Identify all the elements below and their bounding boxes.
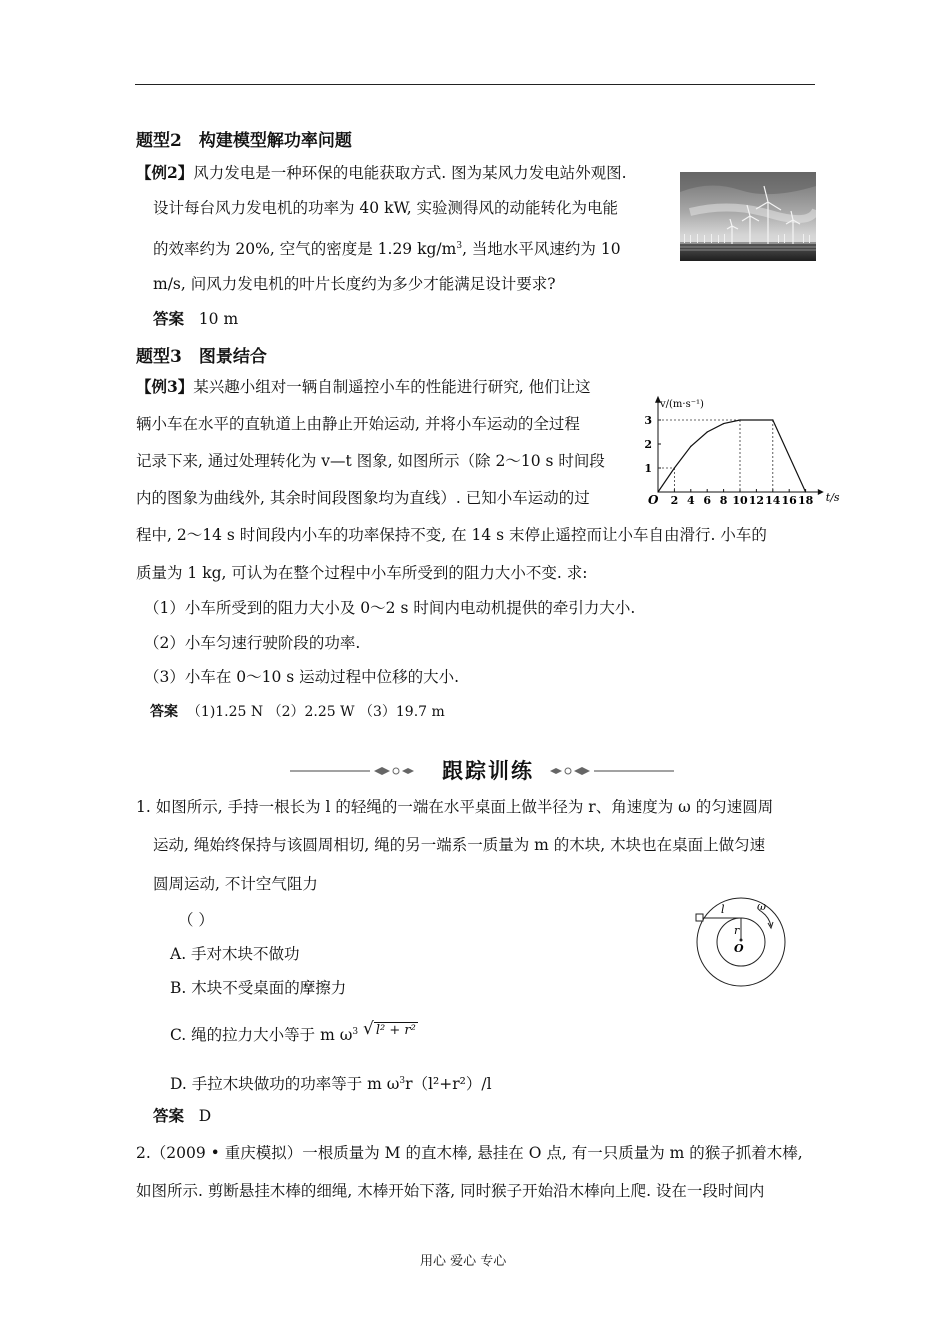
- x-tick-label: 10: [732, 494, 748, 507]
- problem1-option-c: C. 绳的拉力大小等于 m $\omega^3$ √ l² + r²: [170, 1019, 416, 1045]
- example2-line-1: 【例2】风力发电是一种环保的电能获取方式. 图为某风力发电站外观图.: [136, 163, 627, 182]
- velocity-data-point: [690, 446, 691, 447]
- problem1-answer: 答案 D: [153, 1106, 212, 1125]
- section2-heading: 题型2 构建模型解功率问题: [136, 131, 352, 151]
- wind-farm-photo: [680, 172, 816, 261]
- example3-line-5: 程中, 2～14 s 时间段内小车的功率保持不变, 在 14 s 末停止遥控而让小车自由滑行. 小车的: [136, 526, 767, 544]
- problem1-option-d: D. 手拉木块做功的功率等于 m $\omega^3r(l^2+r^2)/l$: [170, 1075, 492, 1094]
- velocity-data-point: [723, 423, 724, 424]
- y-tick-label: 3: [644, 414, 652, 427]
- x-tick-label: 12: [748, 494, 765, 507]
- figure-label-r: r: [734, 924, 740, 937]
- header-rule: [135, 84, 815, 85]
- problem1-line-1: 1. 如图所示, 手持一根长为 l 的轻绳的一端在水平桌面上做半径为 r、角速度为 ω 的匀速圆周: [136, 798, 774, 816]
- problem1-line-2: 运动, 绳始终保持与该圆周相切, 绳的另一端系一质量为 m 的木块, 木块也在桌面上做匀速: [153, 836, 766, 854]
- example2-tag: 【例2】: [136, 163, 194, 182]
- figure-label-omega: ω: [757, 900, 766, 913]
- velocity-data-point: [707, 431, 708, 432]
- x-tick-label: 6: [703, 494, 712, 507]
- x-tick-label: 2: [670, 494, 679, 507]
- velocity-time-chart: [636, 388, 856, 508]
- x-tick-label: 4: [686, 494, 695, 507]
- velocity-data-point: [739, 419, 740, 420]
- example3-line-2: 辆小车在水平的直轨道上由静止开始运动, 并将小车运动的全过程: [136, 415, 580, 433]
- velocity-data-point: [805, 491, 806, 492]
- x-tick-label: 14: [765, 494, 781, 507]
- sqrt-expression: √ l² + r²: [363, 1019, 416, 1040]
- x-tick-label: 16: [781, 494, 797, 507]
- page-footer: 用心 爱心 专心: [420, 1254, 507, 1269]
- problem1-option-b: B. 木块不受桌面的摩擦力: [170, 979, 347, 997]
- example3-line-1: 【例3】某兴趣小组对一辆自制遥控小车的性能进行研究, 他们让这: [136, 377, 591, 396]
- example2-line-2: 设计每台风力发电机的功率为 40 kW, 实验测得风的动能转化为电能: [153, 199, 619, 217]
- example3-question-1: （1）小车所受到的阻力大小及 0～2 s 时间内电动机提供的牵引力大小.: [144, 599, 636, 617]
- figure-label-o: O: [734, 942, 744, 955]
- chart-x-axis-label: t/s: [825, 491, 840, 504]
- example3-line-6: 质量为 1 kg, 可认为在整个过程中小车所受到的阻力大小不变. 求:: [136, 564, 588, 582]
- x-axis-arrow: [818, 489, 824, 495]
- example3-tag: 【例3】: [136, 377, 194, 396]
- example2-line-3: 的效率约为 20%, 空气的密度是 1.29 $kg/m^3$, 当地水平风速约为 10: [153, 240, 621, 259]
- example2-answer: 答案 10 m: [153, 309, 239, 328]
- problem2-line-2: 如图所示. 剪断悬挂木棒的细绳, 木棒开始下落, 同时猴子开始沿木棒向上爬. 设在一段时间内: [136, 1182, 765, 1200]
- example3-line-3: 记录下来, 通过处理转化为 v—t 图象, 如图所示（除 2～10 s 时间段: [136, 452, 605, 470]
- y-tick-label: 1: [644, 462, 652, 475]
- problem1-line-3: 圆周运动, 不计空气阻力: [153, 875, 318, 893]
- example3-line-4: 内的图象为曲线外, 其余时间段图象均为直线）. 已知小车运动的过: [136, 489, 590, 507]
- chart-origin-label: O: [648, 493, 659, 507]
- problem1-option-a: A. 手对木块不做功: [170, 945, 300, 963]
- figure-label-l: l: [721, 903, 725, 916]
- circular-motion-figure: [694, 896, 820, 990]
- velocity-data-point: [674, 467, 675, 468]
- x-tick-label: 18: [797, 494, 814, 507]
- section3-heading: 题型3 图景结合: [136, 347, 267, 367]
- problem1-blank: （ ）: [178, 911, 214, 929]
- example3-question-2: （2）小车匀速行驶阶段的功率.: [144, 634, 361, 652]
- banner-title: 跟踪训练: [442, 759, 534, 783]
- x-tick-label: 8: [719, 494, 728, 507]
- y-tick-label: 2: [644, 438, 652, 451]
- example2-line-4: m/s, 问风力发电机的叶片长度约为多少才能满足设计要求?: [153, 275, 556, 293]
- problem2-line-1: 2.（2009 • 重庆模拟）一根质量为 M 的直木棒, 悬挂在 O 点, 有一只质量为 m 的猴子抓着木棒,: [136, 1144, 803, 1162]
- example3-answer: 答案 （1)1.25 N （2）2.25 W （3）19.7 m: [150, 704, 445, 720]
- velocity-series-line: [658, 420, 806, 492]
- velocity-data-point: [772, 419, 773, 420]
- example3-question-3: （3）小车在 0～10 s 运动过程中位移的大小.: [144, 668, 460, 686]
- chart-y-axis-label: v/(m·s⁻¹): [660, 399, 704, 410]
